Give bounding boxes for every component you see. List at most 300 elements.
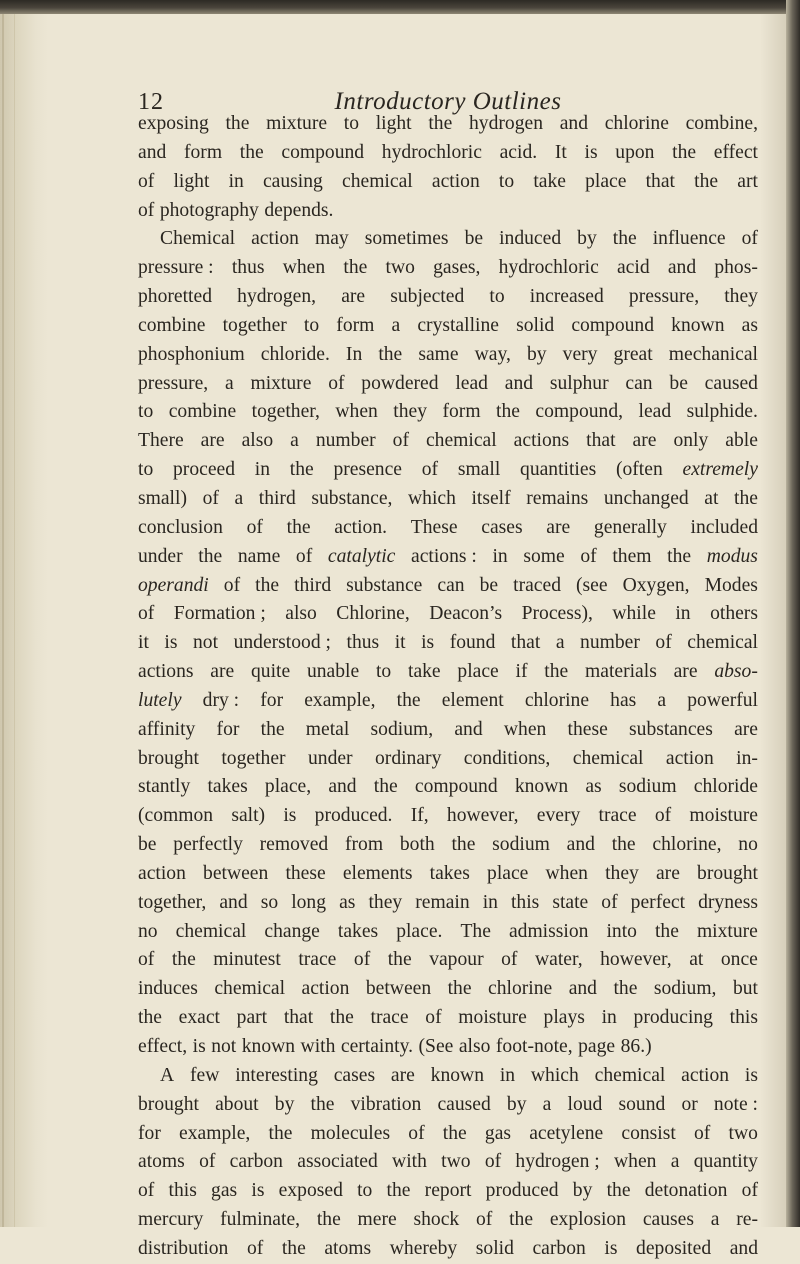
word: effect	[713, 141, 758, 163]
word: a	[391, 314, 401, 336]
word: minutest	[213, 949, 281, 971]
page-edge-shadow	[760, 14, 786, 1227]
word: proceed	[173, 459, 236, 481]
word: two	[385, 257, 415, 279]
word: hydrogen,	[237, 286, 317, 308]
word: in-	[736, 747, 758, 769]
word: brought	[138, 1093, 199, 1115]
word: action	[251, 228, 299, 250]
word: compound	[281, 141, 365, 163]
word: hydrochloric	[381, 141, 482, 163]
word: that	[586, 430, 616, 452]
text-line	[138, 831, 758, 860]
word: quantities	[520, 459, 597, 481]
word: the	[268, 1122, 293, 1144]
text-line	[138, 658, 758, 687]
word: phoretted	[138, 286, 212, 308]
word: caused	[704, 372, 758, 394]
word: pressure,	[138, 372, 209, 394]
word: a	[555, 632, 565, 654]
word: mixture	[266, 113, 328, 134]
word: acid	[616, 257, 650, 279]
text-line	[138, 283, 758, 312]
word: every	[536, 805, 581, 827]
word: take	[533, 170, 566, 192]
word: dry :	[202, 689, 240, 711]
text-line	[138, 370, 758, 399]
word: sodium,	[370, 718, 434, 740]
word: quantity	[693, 1151, 758, 1173]
word: long	[291, 891, 327, 913]
word: It	[554, 141, 567, 163]
word: that	[510, 632, 541, 654]
word: effect,	[138, 1036, 188, 1057]
text-line	[138, 1004, 758, 1033]
word: action	[681, 1064, 730, 1086]
italic-word: lutely	[138, 689, 182, 711]
word: as	[741, 314, 758, 336]
word: same	[418, 343, 459, 365]
word: small)	[138, 487, 187, 509]
word: powdered	[361, 372, 439, 394]
text-line	[138, 918, 758, 947]
word: Modes	[704, 574, 758, 596]
word: to	[498, 170, 515, 192]
word: ordinary	[375, 747, 442, 769]
word: of	[484, 1151, 502, 1173]
word: vibration	[350, 1093, 422, 1115]
word: remain	[415, 891, 470, 913]
word: in	[499, 1064, 516, 1086]
word: lead	[455, 372, 488, 394]
word: them	[612, 545, 652, 567]
word: no	[738, 834, 758, 856]
word: place.	[396, 920, 443, 942]
word: perfect	[630, 891, 686, 913]
word: are	[546, 516, 571, 538]
word: substance	[346, 574, 423, 596]
scan-top-shadow	[0, 0, 800, 14]
word: the	[260, 718, 285, 740]
word: chloride	[693, 776, 758, 798]
text-line	[138, 629, 758, 658]
word: re-	[736, 1209, 758, 1231]
word: these	[567, 718, 608, 740]
word: they	[605, 862, 639, 884]
word: takes	[207, 776, 248, 798]
page-number: 12	[138, 89, 164, 115]
word: sometimes	[364, 228, 449, 250]
word: that	[645, 170, 675, 192]
word: deposited	[636, 1237, 712, 1259]
word: is	[192, 1036, 206, 1057]
word: this	[729, 1007, 758, 1029]
word: vapour	[429, 949, 484, 971]
word: crystalline	[417, 314, 499, 336]
word: be	[669, 372, 688, 394]
word: note :	[713, 1093, 758, 1115]
text-line	[138, 543, 758, 572]
word: the	[286, 516, 311, 538]
word: remains	[526, 487, 589, 509]
word: causing	[262, 170, 323, 192]
book-gutter	[0, 14, 48, 1227]
word: trace	[370, 1007, 409, 1029]
word: place	[585, 170, 627, 192]
word: it	[138, 632, 149, 654]
word: admission	[508, 920, 589, 942]
word: may	[315, 228, 349, 250]
word: and	[504, 372, 534, 394]
word: cases	[481, 516, 523, 538]
word: materials	[585, 661, 657, 683]
word: and	[566, 834, 595, 856]
word: together	[221, 747, 286, 769]
word: of	[392, 430, 409, 452]
word: producing	[633, 1007, 713, 1029]
word: to	[303, 314, 320, 336]
word: great	[613, 343, 653, 365]
word: mixture	[696, 920, 758, 942]
word: traced	[513, 574, 561, 596]
text-line	[138, 1120, 758, 1149]
text-line	[138, 716, 758, 745]
word: be	[464, 228, 484, 250]
word: photography	[159, 199, 259, 221]
text-line	[138, 312, 758, 341]
word: state	[552, 891, 589, 913]
text-line	[138, 1177, 758, 1206]
word: of	[501, 949, 518, 971]
word: together	[222, 314, 287, 336]
word: is	[604, 1237, 618, 1259]
word: form	[336, 314, 375, 336]
word: trace	[298, 949, 337, 971]
italic-word: catalytic	[327, 545, 396, 567]
word: understood ;	[233, 632, 331, 654]
word: by	[526, 343, 547, 365]
word: stantly	[138, 776, 191, 798]
word: it	[394, 632, 406, 654]
text-line	[138, 514, 758, 543]
word: of	[353, 949, 371, 971]
word: chemical	[175, 920, 247, 942]
word: the	[225, 113, 250, 134]
word: known	[514, 776, 569, 798]
word: substances	[629, 718, 713, 740]
word: they	[393, 401, 428, 423]
word: action	[665, 747, 714, 769]
word: plays	[543, 1007, 585, 1029]
word: induces	[138, 978, 198, 1000]
word: is	[584, 141, 598, 163]
word: conclusion	[138, 516, 223, 538]
word: into	[606, 920, 637, 942]
word: combine,	[685, 113, 758, 134]
word: compound,	[535, 401, 624, 423]
word: are	[655, 862, 680, 884]
word: this	[168, 1180, 197, 1202]
word: of	[741, 228, 758, 250]
word: with	[392, 1151, 427, 1173]
word: and	[568, 978, 597, 1000]
text-line	[138, 572, 758, 601]
word: the	[451, 834, 476, 856]
word: form	[183, 141, 223, 163]
word: explosion	[549, 1209, 627, 1231]
text-line	[138, 110, 758, 139]
word: induced	[499, 228, 562, 250]
word: the	[544, 661, 569, 683]
text-line	[138, 139, 758, 168]
text-line	[138, 946, 758, 975]
word: takes	[429, 862, 470, 884]
word: carbon	[532, 1237, 586, 1259]
word: in	[482, 891, 498, 913]
word: very	[562, 343, 598, 365]
word: together,	[251, 401, 320, 423]
word: between	[203, 862, 269, 884]
word: is	[744, 1064, 758, 1086]
word: action	[301, 978, 350, 1000]
word: the	[239, 141, 264, 163]
word: the	[281, 1237, 306, 1259]
word: to	[375, 661, 392, 683]
word: part	[236, 1007, 268, 1029]
word: combine	[168, 401, 237, 423]
word: shock	[413, 1209, 460, 1231]
word: actions	[138, 661, 194, 683]
word: when	[614, 1151, 657, 1173]
word: of	[138, 603, 155, 625]
word: once	[720, 949, 758, 971]
word: that	[283, 1007, 314, 1029]
word: presence	[333, 459, 402, 481]
word: the	[289, 459, 314, 481]
word: which	[408, 487, 456, 509]
word: mixture	[250, 372, 312, 394]
word: acetylene	[529, 1122, 604, 1144]
word: foot-note,	[495, 1036, 573, 1057]
word: a	[710, 1209, 720, 1231]
word: the	[329, 1007, 354, 1029]
word: the	[612, 228, 637, 250]
word: for	[260, 689, 284, 711]
italic-word: extremely	[682, 459, 758, 481]
word: atoms	[324, 1237, 372, 1259]
word: the	[654, 920, 679, 942]
running-title: Introductory Outlines	[334, 88, 562, 115]
word: of	[223, 574, 241, 596]
word: also	[458, 1036, 491, 1057]
word: the	[316, 1209, 341, 1231]
text-line	[138, 197, 758, 226]
word: or	[681, 1093, 698, 1115]
text-line	[138, 1033, 758, 1062]
word: powerful	[687, 689, 758, 711]
word: chemical	[572, 747, 644, 769]
word: mercury	[138, 1209, 204, 1231]
word: hydrochloric	[498, 257, 599, 279]
italic-word: modus	[706, 545, 758, 567]
word: of	[421, 459, 439, 481]
word: however,	[600, 949, 672, 971]
word: take	[408, 661, 441, 683]
word: to	[489, 286, 505, 308]
word: when	[503, 718, 547, 740]
word: when	[545, 862, 588, 884]
word: In	[345, 343, 363, 365]
word: at	[704, 487, 719, 509]
word: affinity	[138, 718, 196, 740]
word: If,	[410, 805, 429, 827]
word: of	[601, 891, 618, 913]
text-line	[138, 600, 758, 629]
word: element	[441, 689, 504, 711]
word: sulphur	[549, 372, 609, 394]
text-line	[138, 1148, 758, 1177]
word: third	[294, 574, 332, 596]
word: example,	[179, 1122, 251, 1144]
word: report	[424, 1180, 472, 1202]
text-line	[138, 398, 758, 427]
word: a	[224, 372, 234, 394]
word: by	[577, 228, 597, 250]
word: are	[390, 1064, 415, 1086]
word: the	[442, 1122, 467, 1144]
text-line	[138, 1206, 758, 1235]
word: increased	[529, 286, 604, 308]
word: water,	[534, 949, 583, 971]
word: to	[343, 113, 359, 134]
word: and	[219, 891, 248, 913]
word: and	[729, 1237, 758, 1259]
word: so	[260, 891, 279, 913]
word: in	[492, 545, 508, 567]
word: can	[625, 372, 653, 394]
word: is	[421, 632, 435, 654]
word: a	[670, 1151, 680, 1173]
word: light	[173, 170, 210, 192]
word: these	[285, 862, 326, 884]
word: produced.	[314, 805, 393, 827]
word: of	[138, 170, 155, 192]
word: fulminate,	[220, 1209, 301, 1231]
scan-right-border	[786, 0, 800, 1227]
text-line	[138, 1235, 758, 1264]
word: not	[193, 632, 219, 654]
word: The	[460, 920, 491, 942]
word: a	[290, 430, 299, 452]
word: the	[611, 834, 636, 856]
word: sodium	[492, 834, 550, 856]
word: between	[365, 978, 432, 1000]
word: chlorine,	[652, 834, 722, 856]
word: for	[216, 718, 240, 740]
word: in	[254, 459, 271, 481]
word: action	[431, 170, 480, 192]
word: of	[425, 1007, 442, 1029]
word: they	[368, 891, 403, 913]
word: only	[673, 430, 709, 452]
word: by	[572, 1180, 593, 1202]
word: are	[632, 430, 657, 452]
word: quite	[250, 661, 291, 683]
word: small	[457, 459, 501, 481]
text-line	[138, 860, 758, 889]
word: chemical	[594, 1064, 666, 1086]
word: gases,	[433, 257, 481, 279]
word: subjected	[390, 286, 465, 308]
text-line	[138, 225, 758, 254]
word: of	[295, 545, 313, 567]
word: to	[357, 1180, 373, 1202]
word: has	[610, 689, 637, 711]
word: actions :	[411, 545, 477, 567]
word: of	[138, 949, 155, 971]
word: are	[200, 430, 225, 452]
word: by	[506, 1093, 527, 1115]
word: moisture	[458, 1007, 527, 1029]
word: actions	[513, 430, 570, 452]
word: known	[671, 314, 725, 336]
word: substance,	[311, 487, 393, 509]
word: page	[578, 1036, 616, 1057]
word: Formation ;	[173, 603, 266, 625]
word: moisture	[689, 805, 758, 827]
word: distribution	[138, 1237, 229, 1259]
word: (common	[138, 805, 214, 827]
word: There	[138, 430, 184, 452]
text-line	[138, 1062, 758, 1091]
word: be	[138, 834, 157, 856]
word: exposing	[138, 113, 209, 134]
word: light	[375, 113, 412, 134]
word: hydrogen	[468, 113, 543, 134]
word: thus	[231, 257, 265, 279]
word: action.	[334, 516, 388, 538]
word: the	[396, 689, 421, 711]
text-line	[138, 1091, 758, 1120]
word: in	[228, 170, 244, 192]
word: sulphide.	[686, 401, 758, 423]
word: way,	[474, 343, 511, 365]
word: the	[343, 257, 368, 279]
word: together,	[138, 891, 207, 913]
word: no	[138, 920, 158, 942]
word: they	[724, 286, 758, 308]
word: hydrogen ;	[515, 1151, 600, 1173]
word: name	[237, 545, 281, 567]
word: of	[138, 1180, 155, 1202]
word: of	[408, 1122, 425, 1144]
word: combine	[138, 314, 206, 336]
word: when	[282, 257, 326, 279]
word: the	[138, 1007, 162, 1029]
word: not	[211, 1036, 237, 1057]
text-line	[138, 254, 758, 283]
word: change	[264, 920, 320, 942]
word: the	[171, 949, 196, 971]
word: lead	[638, 401, 672, 423]
word: of	[476, 1209, 493, 1231]
word: 86.)	[620, 1036, 652, 1057]
word: interesting	[235, 1064, 318, 1086]
word: trace	[598, 805, 637, 827]
word: of	[199, 1151, 216, 1173]
word: gas	[211, 1180, 238, 1202]
word: art	[737, 170, 758, 192]
